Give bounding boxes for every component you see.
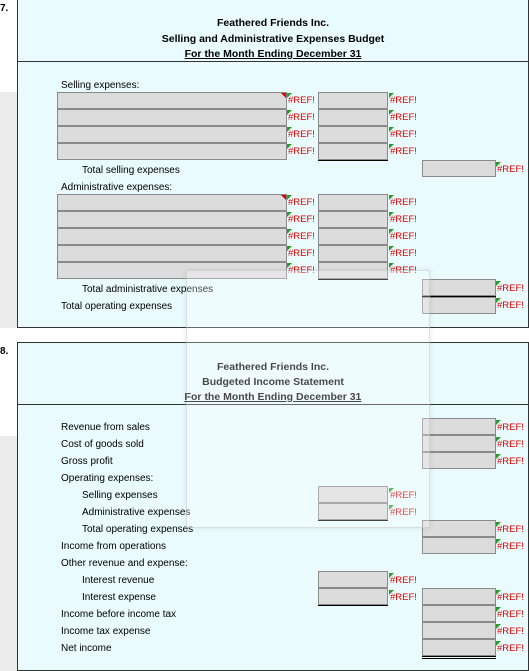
admin-value-error-2: #REF! (390, 214, 417, 225)
total-operating-expenses-label: Total operating expenses (61, 301, 173, 312)
selling-expenses-header: Selling expenses: (61, 80, 140, 91)
translucent-overlay-panel (186, 270, 430, 528)
interest-expense-error: #REF! (390, 592, 417, 603)
gross-profit-cell[interactable] (422, 452, 496, 469)
sheet-gutter-top (0, 92, 17, 328)
revenue-error: #REF! (497, 422, 524, 433)
total-operating-error: #REF! (497, 300, 524, 311)
interest-expense-label: Interest expense (82, 592, 156, 603)
revenue-from-sales-cell[interactable] (422, 418, 496, 435)
total-administrative-expenses-label: Total administrative expenses (82, 284, 214, 295)
income-from-operations-label: Income from operations (61, 541, 167, 552)
income-before-tax-label: Income before income tax (61, 609, 177, 620)
admin-expense-name-3[interactable] (57, 228, 287, 245)
admin-expense-name-2[interactable] (57, 211, 287, 228)
budget-company-name: Feathered Friends Inc. (216, 17, 330, 29)
operating-expenses-header: Operating expenses: (61, 473, 154, 484)
total-operating-expenses-is-cell[interactable] (422, 520, 496, 537)
selling-expense-name-1[interactable] (57, 92, 287, 109)
total-admin-error: #REF! (497, 283, 524, 294)
selling-expense-amount-3[interactable] (318, 126, 388, 143)
admin-value-error-4: #REF! (390, 248, 417, 259)
interest-subtotal-underline (318, 605, 388, 606)
net-income-cell[interactable] (422, 639, 496, 656)
net-other-error: #REF! (497, 592, 524, 603)
cost-of-goods-sold-label: Cost of goods sold (61, 439, 144, 450)
total-selling-expenses-label: Total selling expenses (82, 165, 180, 176)
selling-value-error-1: #REF! (390, 95, 417, 106)
net-income-label: Net income (61, 643, 112, 654)
gross-profit-error: #REF! (497, 456, 524, 467)
selling-expense-amount-4[interactable] (318, 143, 388, 160)
selling-expense-name-4[interactable] (57, 143, 287, 160)
admin-expense-amount-1[interactable] (318, 194, 388, 211)
selling-subtotal-underline (318, 160, 388, 161)
admin-amount-error-1: #REF! (288, 197, 315, 208)
total-selling-error: #REF! (497, 164, 524, 175)
interest-expense-cell[interactable] (318, 588, 388, 605)
interest-revenue-error: #REF! (390, 575, 417, 586)
income-title: Budgeted Income Statement (202, 376, 344, 388)
admin-expense-name-4[interactable] (57, 245, 287, 262)
gross-profit-label: Gross profit (61, 456, 113, 467)
total-operating-expenses-cell[interactable] (422, 297, 496, 314)
admin-expense-amount-3[interactable] (318, 228, 388, 245)
admin-amount-error-4: #REF! (288, 248, 315, 259)
revenue-from-sales-label: Revenue from sales (61, 422, 150, 433)
income-tax-error: #REF! (497, 626, 524, 637)
selling-value-error-3: #REF! (390, 129, 417, 140)
admin-value-error-3: #REF! (390, 231, 417, 242)
income-period-text: For the Month Ending December 31 (184, 391, 362, 403)
selling-amount-error-3: #REF! (288, 129, 315, 140)
total-opex-error: #REF! (497, 524, 524, 535)
budget-title: Selling and Administrative Expenses Budget (161, 33, 385, 45)
income-from-operations-cell[interactable] (422, 537, 496, 554)
admin-amount-error-3: #REF! (288, 231, 315, 242)
income-before-tax-cell[interactable] (422, 605, 496, 622)
other-revenue-expense-header: Other revenue and expense: (61, 558, 188, 569)
selling-expenses-label: Selling expenses (82, 490, 158, 501)
budget-period-text: For the Month Ending December 31 (184, 48, 362, 60)
admin-value-error-1: #REF! (390, 197, 417, 208)
total-administrative-expenses-cell[interactable] (422, 279, 496, 296)
sheet-gutter-bottom (0, 436, 17, 671)
cost-of-goods-sold-cell[interactable] (422, 435, 496, 452)
income-ops-error: #REF! (497, 541, 524, 552)
cogs-error: #REF! (497, 439, 524, 450)
admin-amount-error-5: #REF! (288, 265, 315, 276)
income-tax-expense-cell[interactable] (422, 622, 496, 639)
selling-expense-amount-2[interactable] (318, 109, 388, 126)
administrative-expenses-label: Administrative expenses (82, 507, 191, 518)
selling-expense-amount-1[interactable] (318, 92, 388, 109)
question-number-8: 8. (0, 346, 9, 357)
selling-expense-name-3[interactable] (57, 126, 287, 143)
income-before-tax-error: #REF! (497, 609, 524, 620)
selling-expenses-error: #REF! (390, 490, 417, 501)
total-operating-expenses-is-label: Total operating expenses (82, 524, 194, 535)
admin-amount-error-2: #REF! (288, 214, 315, 225)
selling-amount-error-2: #REF! (288, 112, 315, 123)
net-other-cell[interactable] (422, 588, 496, 605)
admin-value-error-5: #REF! (390, 265, 417, 276)
net-income-double-underline-1 (422, 656, 496, 657)
administrative-expenses-error: #REF! (390, 507, 417, 518)
header-divider (18, 61, 528, 62)
interest-revenue-cell[interactable] (318, 571, 388, 588)
selling-value-error-4: #REF! (390, 146, 417, 157)
interest-revenue-label: Interest revenue (82, 575, 155, 586)
income-company-name: Feathered Friends Inc. (216, 361, 330, 373)
net-income-error: #REF! (497, 643, 524, 654)
selling-value-error-2: #REF! (390, 112, 417, 123)
net-income-double-underline-2 (422, 658, 496, 659)
selling-amount-error-4: #REF! (288, 146, 315, 157)
question-number-7: 7. (0, 3, 9, 14)
admin-expense-amount-2[interactable] (318, 211, 388, 228)
administrative-expenses-header: Administrative expenses: (61, 182, 173, 193)
admin-expense-name-1[interactable] (57, 194, 287, 211)
admin-expense-amount-4[interactable] (318, 245, 388, 262)
selling-amount-error-1: #REF! (288, 95, 315, 106)
income-tax-expense-label: Income tax expense (61, 626, 151, 637)
total-selling-expenses-cell[interactable] (422, 160, 496, 177)
budget-period (18, 46, 528, 62)
selling-expense-name-2[interactable] (57, 109, 287, 126)
